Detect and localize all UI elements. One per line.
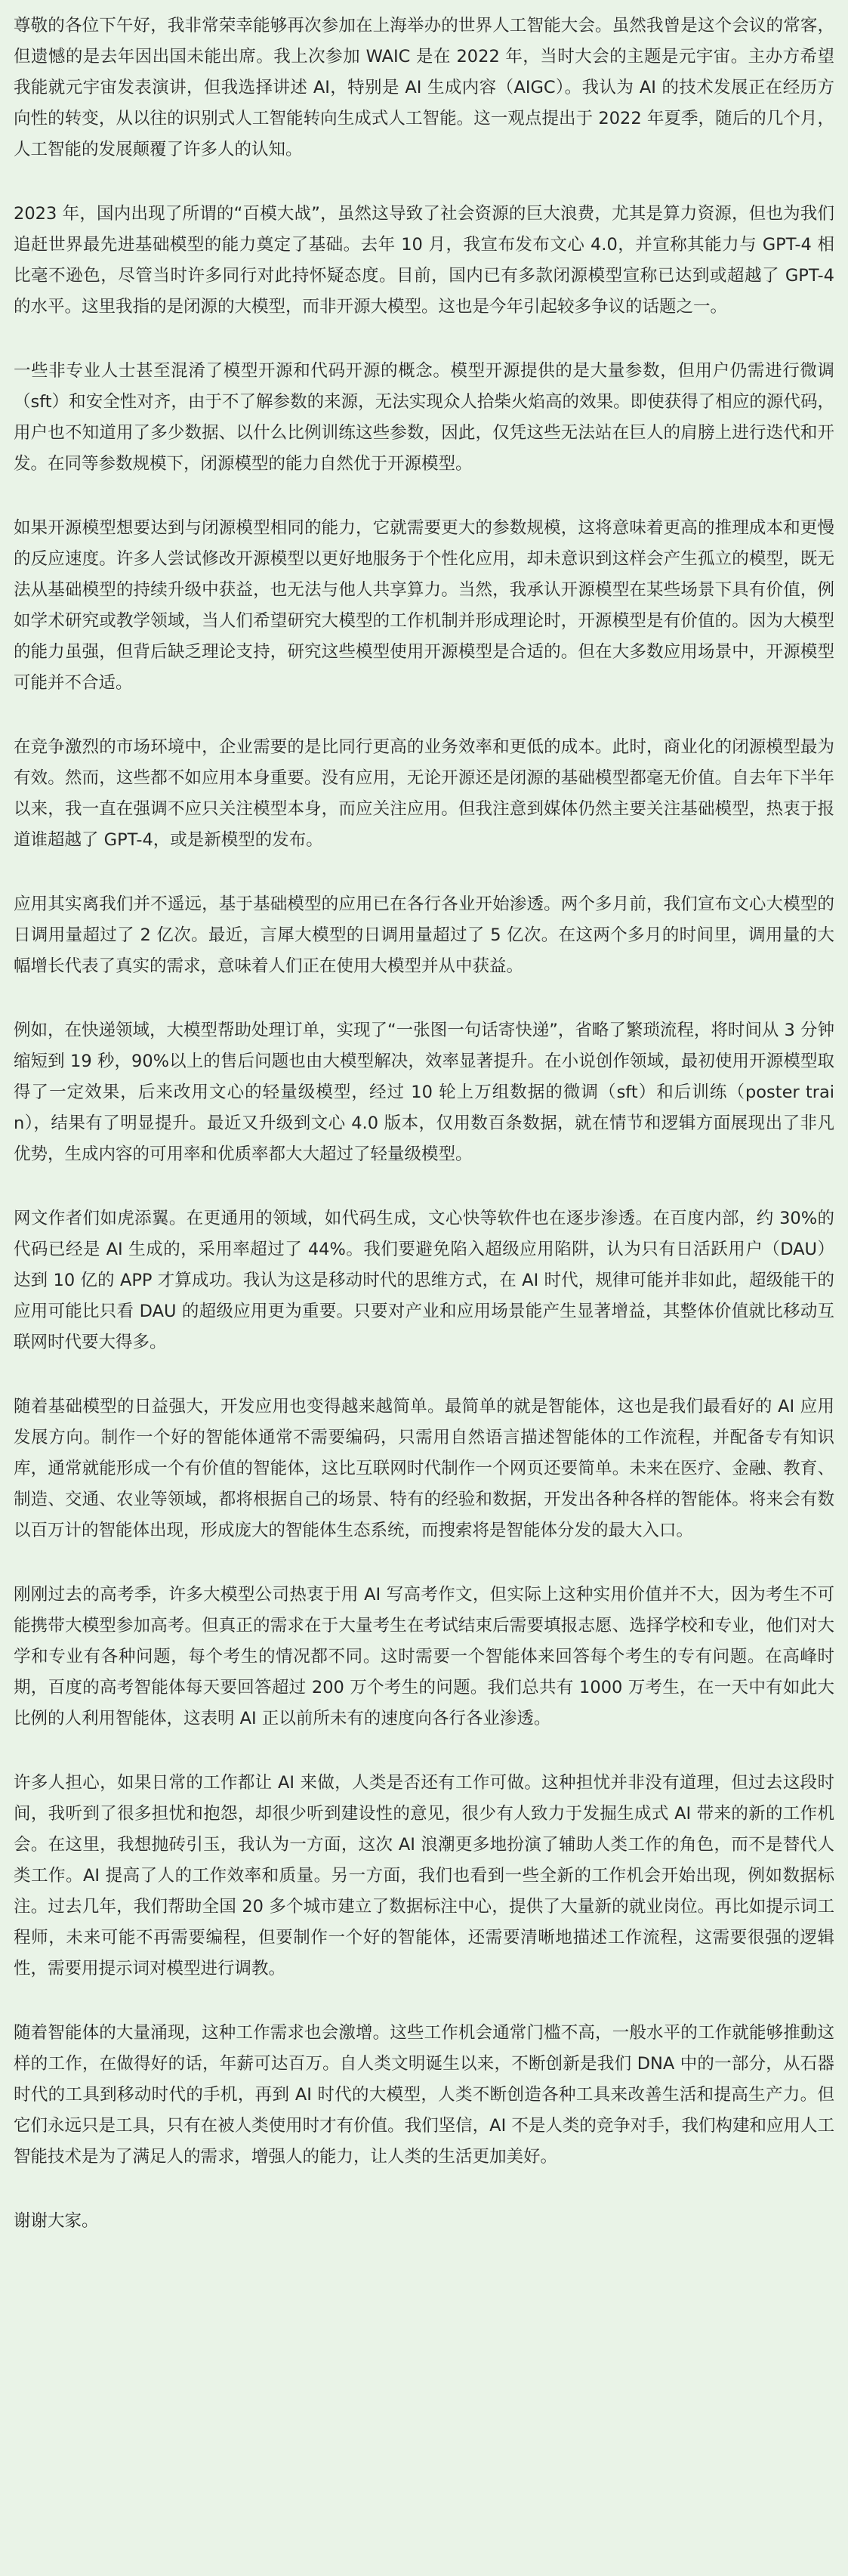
paragraph-jobs: 许多人担心，如果日常的工作都让 AI 来做，人类是否还有工作可做。这种担忧并非没有道理，但过去这段时间，我听到了很多担忧和抱怨，却很少听到建设性的意见，很少有人致力于发掘生成式 AI 带来的新的工作机会。在这里，我想抛砖引玉，我认为一方面，这次 AI 浪潮更多地扮演了辅助人类工作的角色，而不是替代人类工作。AI 提高了人的工作效率和质量。另一方面，我们也看到一些全新的工作机会开始出现，例如数据标注。过去几年，我们帮助全国 20 多个城市建立了数据标注中心，提供了大量新的就业岗位。再比如提示词工程师，未来可能不再需要编程，但要制作一个好的智能体，还需要清晰地描述工作流程，这需要很强的逻辑性，需要用提示词对模型进行调教。 <box>14 1773 834 1978</box>
paragraph-code-generation: 网文作者们如虎添翼。在更通用的领域，如代码生成，文心快等软件也在逐步渗透。在百度内部，约 30%的代码已经是 AI 生成的，采用率超过了 44%。我们要避免陷入超级应用陷阱，认为只有日活跃用户（DAU）达到 10 亿的 APP 才算成功。我认为这是移动时代的思维方式，在 AI 时代，规律可能并非如此，超级能干的应用可能比只看 DAU 的超级应用更为重要。只要对产业和应用场景能产生显著增益，其整体价值就比移动互联网时代要大得多。 <box>14 1209 834 1352</box>
paragraph-thanks: 谢谢大家。 <box>14 2211 99 2231</box>
paragraph-agents: 随着基础模型的日益强大，开发应用也变得越来越简单。最简单的就是智能体，这也是我们最看好的 AI 应用发展方向。制作一个好的智能体通常不需要编码，只需用自然语言描述智能体的工作流程，并配备专有知识库，通常就能形成一个有价值的智能体，这比互联网时代制作一个网页还要简单。未来在医疗、金融、教育、制造、交通、农业等领域，都将根据自己的场景、特有的经验和数据，开发出各种各样的智能体。将来会有数以百万计的智能体出现，形成庞大的智能体生态系统，而搜索将是智能体分发的最大入口。 <box>14 1397 834 1540</box>
paragraph-applications: 应用其实离我们并不遥远，基于基础模型的应用已在各行各业开始渗透。两个多月前，我们宣布文心大模型的日调用量超过了 2 亿次。最近，言犀大模型的日调用量超过了 5 亿次。在这两个多月的时间里，调用量的大幅增长代表了真实的需求，意味着人们正在使用大模型并从中获益。 <box>14 894 834 976</box>
paragraph-market-competition: 在竞争激烈的市场环境中，企业需要的是比同行更高的业务效率和更低的成本。此时，商业化的闭源模型最为有效。然而，这些都不如应用本身重要。没有应用，无论开源还是闭源的基础模型都毫无价值。自去年下半年以来，我一直在强调不应只关注模型本身，而应关注应用。但我注意到媒体仍然主要关注基础模型，热衷于报道谁超越了 GPT-4，或是新模型的发布。 <box>14 737 834 850</box>
paragraph-opening: 尊敬的各位下午好，我非常荣幸能够再次参加在上海举办的世界人工智能大会。虽然我曾是这个会议的常客，但遗憾的是去年因出国未能出席。我上次参加 WAIC 是在 2022 年，当时大会的主题是元宇宙。主办方希望我能就元宇宙发表演讲，但我选择讲述 AI，特别是 AI 生成内容（AIGC）。我认为 AI 的技术发展正在经历方向性的转变，从以往的识别式人工智能转向生成式人工智能。这一观点提出于 2022 年夏季，随后的几个月，人工智能的发展颠覆了许多人的认知。 <box>14 16 834 159</box>
paragraph-open-source-confusion: 一些非专业人士甚至混淆了模型开源和代码开源的概念。模型开源提供的是大量参数，但用户仍需进行微调（sft）和安全性对齐，由于不了解参数的来源，无法实现众人拾柴火焰高的效果。即使获得了相应的源代码，用户也不知道用了多少数据、以什么比例训练这些参数，因此，仅凭这些无法站在巨人的肩膀上进行迭代和开发。在同等参数规模下，闭源模型的能力自然优于开源模型。 <box>14 361 834 474</box>
paragraph-hundred-models: 2023 年，国内出现了所谓的“百模大战”，虽然这导致了社会资源的巨大浪费，尤其是算力资源，但也为我们追赶世界最先进基础模型的能力奠定了基础。去年 10 月，我宣布发布文心 4.0，并宣称其能力与 GPT-4 相比毫不逊色，尽管当时许多同行对此持怀疑态度。目前，国内已有多款闭源模型宣称已达到或超越了 GPT-4 的水平。这里我指的是闭源的大模型，而非开源大模型。这也是今年引起较多争议的话题之一。 <box>14 204 834 317</box>
paragraph-gaokao: 刚刚过去的高考季，许多大模型公司热衷于用 AI 写高考作文，但实际上这种实用价值并不大，因为考生不可能携带大模型参加高考。但真正的需求在于大量考生在考试结束后需要填报志愿、选择学校和专业，他们对大学和专业有各种问题，每个考生的情况都不同。这时需要一个智能体来回答每个考生的专有问题。在高峰时期，百度的高考智能体每天要回答超过 200 万个考生的问题。我们总共有 1000 万考生，在一天中有如此大比例的人利用智能体，这表明 AI 正以前所未有的速度向各行各业渗透。 <box>14 1585 834 1728</box>
paragraph-examples: 例如，在快递领域，大模型帮助处理订单，实现了“一张图一句话寄快递”，省略了繁琐流程，将时间从 3 分钟缩短到 19 秒，90%以上的售后问题也由大模型解决，效率显著提升。在小说创作领域，最初使用开源模型取得了一定效果，后来改用文心的轻量级模型，经过 10 轮上万组数据的微调（sft）和后训练（poster train），结果有了明显提升。最近又升级到文心 4.0 版本，仅用数百条数据，就在情节和逻辑方面展现出了非凡优势，生成内容的可用率和优质率都大大超过了轻量级模型。 <box>14 1021 834 1164</box>
paragraph-open-source-limits: 如果开源模型想要达到与闭源模型相同的能力，它就需要更大的参数规模，这将意味着更高的推理成本和更慢的反应速度。许多人尝试修改开源模型以更好地服务于个性化应用，却未意识到这样会产生孤立的模型，既无法从基础模型的持续升级中获益，也无法与他人共享算力。当然，我承认开源模型在某些场景下具有价值，例如学术研究或教学领域，当人们希望研究大模型的工作机制并形成理论时，开源模型是有价值的。因为大模型的能力虽强，但背后缺乏理论支持，研究这些模型使用开源模型是合适的。但在大多数应用场景中，开源模型可能并不合适。 <box>14 518 834 693</box>
paragraph-conclusion: 随着智能体的大量涌现，这种工作需求也会激增。这些工作机会通常门槛不高，一般水平的工作就能够推動这样的工作，在做得好的话，年薪可达百万。自人类文明诞生以来，不断创新是我们 DNA 中的一部分，从石器时代的工具到移动时代的手机，再到 AI 时代的大模型，人类不断创造各种工具来改善生活和提高生产力。但它们永远只是工具，只有在被人类使用时才有价值。我们坚信，AI 不是人类的竞争对手，我们构建和应用人工智能技术是为了满足人的需求，增强人的能力，让人类的生活更加美好。 <box>14 2023 834 2167</box>
